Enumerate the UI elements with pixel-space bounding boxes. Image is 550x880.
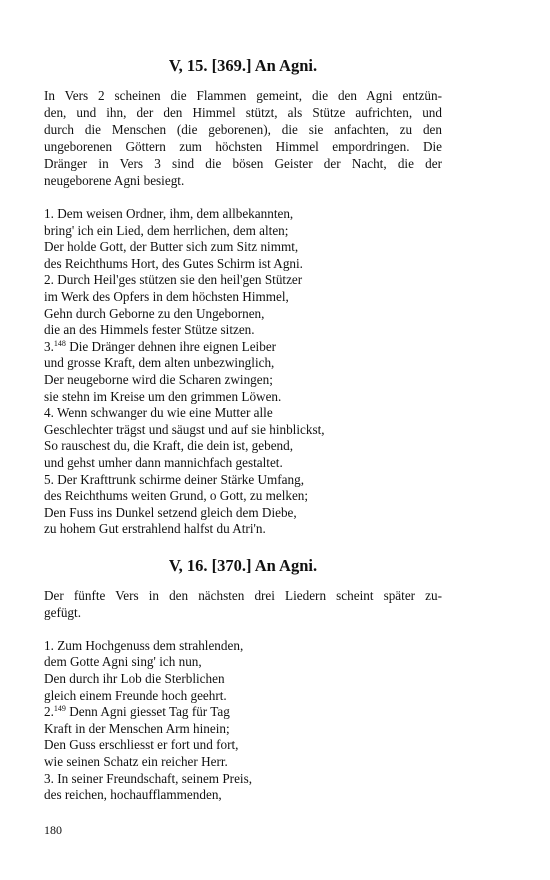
verse-line: des Reichthums Hort, des Gutes Schirm ist Agni.	[44, 255, 303, 271]
verse-line: im Werk des Opfers in dem höchsten Himmel,	[44, 288, 289, 304]
verse-line: Gehn durch Geborne zu den Ungebornen,	[44, 305, 265, 321]
verse-line: zu hohem Gut erstrahlend halfst du Atri'n.	[44, 521, 266, 537]
page-content	[44, 56, 442, 804]
verse-line: wie seinen Schatz ein reicher Herr.	[44, 754, 228, 770]
verse-line: dem Gotte Agni sing' ich nun,	[44, 654, 202, 670]
verse-line: 3. In seiner Freundschaft, seinem Preis,	[44, 770, 253, 786]
verse-list	[44, 206, 442, 538]
verse-line: 1. Dem weisen Ordner, ihm, dem allbekannten,	[44, 206, 294, 221]
section-title: V, 15. [369.] An Agni.	[168, 56, 318, 75]
verse-line: bring' ich ein Lied, dem herrlichen, dem alten;	[44, 222, 289, 238]
footnote-marker: 148	[53, 338, 66, 348]
verse-line: Der neugeborne wird die Scharen zwingen;	[44, 371, 273, 387]
verse-line	[44, 704, 442, 721]
verse-line: Den Fuss ins Dunkel setzend gleich dem Diebe,	[44, 504, 297, 520]
verse-line: Geschlechter trägst und säugst und auf sie hinblickst,	[44, 421, 325, 437]
verse-text: Denn Agni giesset Tag für Tag	[65, 704, 230, 720]
poem-section-2	[44, 556, 442, 804]
verse-line: die an des Himmels fester Stütze sitzen.	[44, 322, 255, 338]
section-intro	[44, 587, 442, 621]
verse-line: So rauschest du, die Kraft, die dein ist, gebend,	[44, 438, 294, 454]
verse-line: Den Guss erschliesst er fort und fort,	[44, 737, 239, 753]
verse-line: 2. Durch Heil'ges stützen sie den heil'gen Stützer	[44, 272, 303, 288]
intro-line: In Vers 2 scheinen die Flammen gemeint, die den Agni entzün-	[44, 88, 442, 103]
verse-list	[44, 638, 442, 804]
verse-line: des Reichthums weiten Grund, o Gott, zu melken;	[44, 488, 309, 504]
intro-line: den, und ihn, der den Himmel stützt, als Stütze aufrichten, und	[44, 105, 442, 120]
verse-text: Die Dränger dehnen ihre eignen Leiber	[65, 338, 277, 354]
intro-line: Dränger in Vers 3 sind die bösen Geister der Nacht, die der	[44, 156, 442, 171]
poem-section-1	[44, 56, 442, 538]
verse-line: 5. Der Krafttrunk schirme deiner Stärke Umfang,	[44, 471, 304, 487]
verse-number: 3.	[44, 338, 54, 354]
intro-line: Der fünfte Vers in den nächsten drei Liedern scheint später zu-	[44, 587, 442, 603]
verse-line: 1. Zum Hochgenuss dem strahlenden,	[44, 637, 244, 653]
verse-line: Der holde Gott, der Butter sich zum Sitz nimmt,	[44, 239, 299, 255]
verse-line: und gehst umher dann mannichfach gestaltet.	[44, 454, 283, 470]
verse-line: Kraft in der Menschen Arm hinein;	[44, 720, 230, 736]
verse-line: und grosse Kraft, dem alten unbezwinglich,	[44, 355, 275, 371]
intro-line: gefügt.	[44, 604, 81, 620]
verse-line: gleich einem Freunde hoch geehrt.	[44, 687, 227, 703]
verse-line: Den durch ihr Lob die Sterblichen	[44, 671, 225, 687]
verse-line: des reichen, hochaufflammenden,	[44, 787, 222, 803]
intro-line: durch die Menschen (die geborenen), die sie anfachten, zu den	[44, 122, 442, 137]
verse-number: 2.	[44, 704, 54, 720]
verse-line: sie stehn im Kreise um den grimmen Löwen.	[44, 388, 282, 404]
footnote-marker: 149	[53, 704, 66, 714]
verse-line	[44, 339, 442, 356]
page-number: 180	[44, 823, 62, 837]
intro-line: neugeborene Agni besiegt.	[44, 173, 185, 188]
intro-line: ungeborenen Göttern zum höchsten Himmel empordringen. Die	[44, 139, 442, 154]
section-title: V, 16. [370.] An Agni.	[168, 555, 318, 575]
verse-line: 4. Wenn schwanger du wie eine Mutter alle	[44, 405, 273, 421]
section-intro	[44, 87, 442, 189]
